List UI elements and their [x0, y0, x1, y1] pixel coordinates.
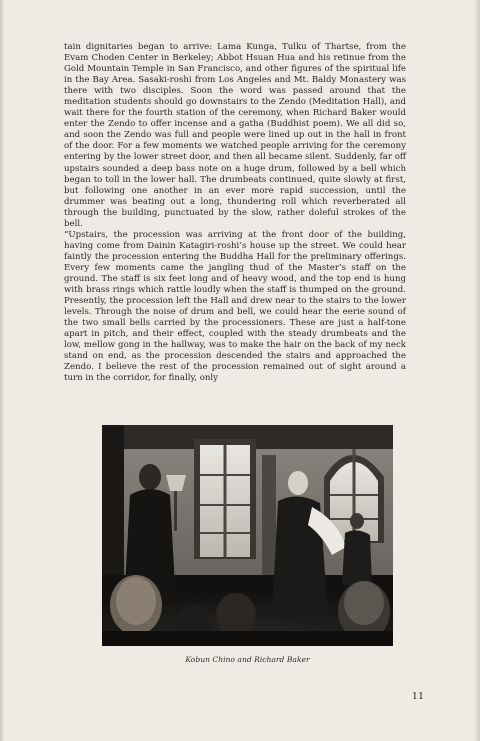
paragraph-2: “Upstairs, the procession was arriving at the front door of the building, having come from Dainin Katagiri-roshi’s house up the street. We could hear faintly the procession entering the Buddha Hall for the preliminary offerings. Every few moments came the jangling thud of the Master’s staff on the ground. The staff is six feet long and of heavy wood, and the top end is hung with brass rings which rattle loudly when the staff is thumped on the ground. Presently, the procession left the Hall and drew near to the stairs to the lower levels. Through the noise of drum and bell, we could hear the eerie sound of the two small bells carried by the processioners. These are just a half-tone apart in pitch, and their effect, coupled with the steady drumbeats and the low, mellow gong in the hallway, was to make the hair on the back of my neck stand on end, as the procession descended the stairs and approached the Zendo. I believe the rest of the procession remained out of sight around a turn in the corridor, for finally, only	[64, 229, 406, 384]
page-edge-left	[0, 0, 4, 741]
ceremony-photograph	[102, 425, 393, 646]
page-number: 11	[411, 691, 424, 702]
photo-caption: Kobun Chino and Richard Baker	[185, 655, 310, 664]
paragraph-1: tain dignitaries began to arrive: Lama Kunga, Tulku of Thartse, from the Evam Choden Center in Berkeley; Abbot Hsuan Hua and his retinue from the Gold Mountain Temple in San Francisco, and other figures of the spiritual life in the Bay Area. Sasaki-roshi from Los Angeles and Mt. Baldy Monastery was there with two disciples. Soon the word was passed around that the meditation students should go downstairs to the Zendo (Meditation Hall), and wait there for the fourth station of the ceremony, when Richard Baker would enter the Zendo to offer incense and a gatha (Buddhist poem). We all did so, and soon the Zendo was full and people were lined up out in the hall in front of the door. For a few moments we watched people arriving for the ceremony entering by the lower street door, and then all became silent. Suddenly, far off upstairs sounded a deep bass note on a huge drum, followed by a bell which began to toll in the lower hall. The drumbeats continued, quite slowly at first, but following one another in an ever more rapid succession, until the drummer was beating out a long, thundering roll which reverberated all through the building, punctuated by the slow, rather doleful strokes of the bell.	[64, 42, 406, 229]
page-edge-right	[474, 0, 480, 741]
body-text	[64, 42, 406, 384]
